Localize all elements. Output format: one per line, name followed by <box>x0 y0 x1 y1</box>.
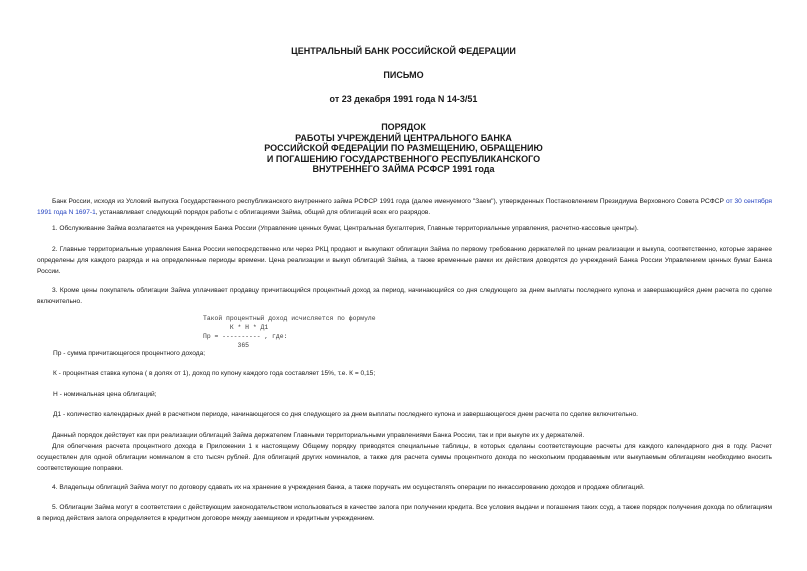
interest-formula: Такой процентный доход исчисляется по формуле К * Н * Д1 Пр = ---------- , где: 365 <box>203 315 376 349</box>
bank-name: ЦЕНТРАЛЬНЫЙ БАНК РОССИЙСКОЙ ФЕДЕРАЦИИ <box>291 46 516 56</box>
definition-n: Н - номинальная цена облигаций; <box>53 391 157 398</box>
title-line: ВНУТРЕННЕГО ЗАЙМА РСФСР 1991 года <box>312 164 495 174</box>
resolution-link[interactable]: от 30 сентября 1991 года N 1697-1 <box>37 198 772 217</box>
definition-pr: Пр - сумма причитающегося процентного дохода; <box>53 350 206 357</box>
paragraph-relief: Для облегчения расчета процентного дохода в Приложении 1 к настоящему Общему порядку приводятся специальные таблицы, в которых сделаны соответствующие расчеты для каждого календарного дня в году. Расчет осуществлен для одной облигации номиналом в сто тысяч рублей. Для облигаций других номиналов, а также для расчета суммы процентного дохода по нескольким продаваемым или выкупаемым облигациям необходимо вносить соответствующие поправки. <box>37 443 772 473</box>
intro-text-end: , устанавливает следующий порядок работы с облигациями Займа, общий для облигаций всех его разрядов. <box>95 209 431 217</box>
document-title <box>0 122 807 175</box>
title-line: И ПОГАШЕНИЮ ГОСУДАРСТВЕННОГО РЕСПУБЛИКАНСКОГО <box>266 153 541 164</box>
title-line: РОССИЙСКОЙ ФЕДЕРАЦИИ ПО РАЗМЕЩЕНИЮ, ОБРАЩЕНИЮ <box>264 143 543 153</box>
paragraph-order: Данный порядок действует как при реализации облигаций Займа держателем Главными территориальными управлениями Банка России, так и при выкупе их у держателей. <box>52 432 585 439</box>
paragraph-5: 5. Облигации Займа могут в соответствии с действующим законодательством использоваться в качестве залога при получении кредита. Все условия выдачи и погашения таких ссуд, а также порядок получения дохода по облигациям в период действия залога определяется в кредитном договоре между заемщиком и кредитным учреждением. <box>37 504 772 523</box>
intro-text: Банк России, исходя из Условий выпуска Государственного республиканского внутреннего займа РСФСР 1991 года (далее именуемого "Заем"), утвержденных Постановлением Президиума Верховного Совета РСФСР <box>52 198 726 205</box>
definition-d1: Д1 - количество календарных дней в расчетном периоде, начинающегося со дня следующего за днем выплаты последнего купона и завершающегося днем расчета по сделке включительно. <box>53 411 639 418</box>
document-date: от 23 декабря 1991 года N 14-3/51 <box>329 94 478 104</box>
title-line: ПОРЯДОК <box>381 122 426 132</box>
document-type: ПИСЬМО <box>383 70 424 80</box>
definition-k: К - процентная ставка купона ( в долях от 1), доход по купону каждого года составляет 15%, т.е. К = 0,15; <box>53 370 376 377</box>
paragraph-3: 3. Кроме цены покупатель облигации Займа уплачивает продавцу причитающийся процентный доход за период, начинающийся со дня следующего за днем выплаты последнего купона и завершающийся днем расчета по сделке включительно. <box>37 287 772 306</box>
title-line: РАБОТЫ УЧРЕЖДЕНИЙ ЦЕНТРАЛЬНОГО БАНКА <box>295 132 512 143</box>
paragraph-2: 2. Главные территориальные управления Банка России непосредственно или через РКЦ продают и выкупают облигации Займа по первому требованию держателей по ценам реализации и выкупа, соответственно, которые заранее определены для каждого разряда и на определенные периоды времени. Цена реализации и выкуп облигаций Займа, а также временные рамки их действия доводятся до учреждений Банка России Управлением ценных бумаг Банка России. <box>37 246 772 276</box>
paragraph-4: 4. Владельцы облигаций Займа могут по договору сдавать их на хранение в учреждения банка, а также поручать им осуществлять операции по инкассированию доходов и продаже облигаций. <box>52 484 645 491</box>
paragraph-1: 1. Обслуживание Займа возлагается на учреждения Банка России (Управление ценных бумаг, Центральная бухгалтерия, Главные территориальные управления, расчетно-кассовые центры). <box>52 225 639 232</box>
intro-paragraph <box>37 196 772 218</box>
